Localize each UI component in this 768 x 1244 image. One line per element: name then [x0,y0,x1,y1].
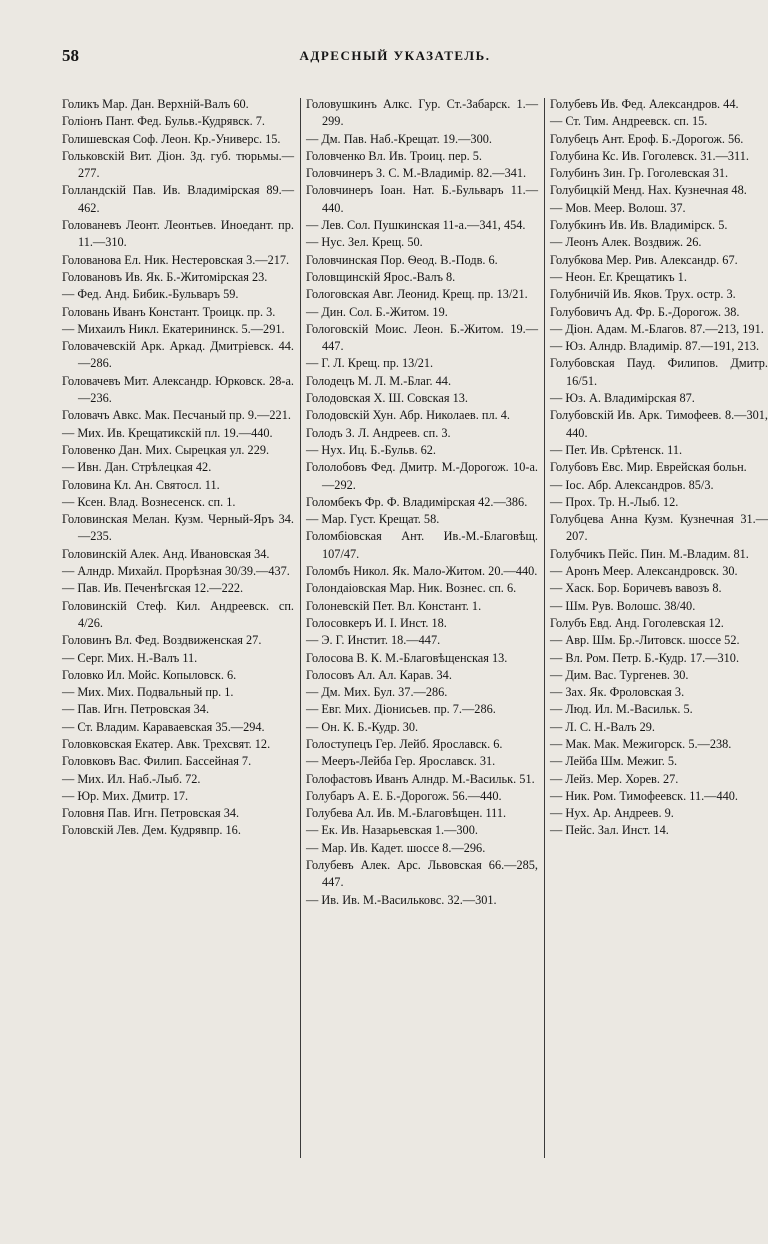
directory-entry: Головань Иванъ Констант. Троицк. пр. 3. [62,304,276,319]
directory-entry: Головщинскій Ярос.-Валъ 8. [306,269,456,284]
directory-entry: — Вл. Ром. Петр. Б.-Кудр. 17.—310. [550,650,740,665]
directory-entry: — Авр. Шм. Бр.-Литовск. шоссе 52. [550,633,740,648]
directory-entry: Головковъ Вас. Филип. Бассейная 7. [62,754,252,769]
directory-entry: Голубовскій Ив. Арк. Тимофеев. 8.—301, 440. [550,408,768,440]
directory-entry: — Евг. Мих. Діонисьев. пр. 7.—286. [306,702,496,717]
directory-entry: — Нух. Иц. Б.-Бульв. 62. [306,442,436,457]
directory-entry: Голубъ Евд. Анд. Гоголевская 12. [550,615,724,630]
directory-entry: Голикъ Мар. Дан. Верхній-Валъ 60. [62,97,249,111]
directory-entry: Голодовская Х. Ш. Совская 13. [306,391,468,406]
directory-entry: Голондаіовская Мар. Ник. Вознес. сп. 6. [306,581,517,596]
directory-entry: — Юз. Алндр. Владимір. 87.—191, 213. [550,339,760,354]
directory-entry: — Дим. Вас. Тургенев. 30. [550,667,689,682]
directory-entry: — Мак. Мак. Межигорск. 5.—238. [550,736,732,751]
running-title: АДРЕСНЫЙ УКАЗАТЕЛЬ. [299,48,491,63]
directory-entry: Голубовичъ Ад. Фр. Б.-Дорогож. 38. [550,304,740,319]
directory-entry: — Юр. Мих. Дмитр. 17. [62,788,189,803]
directory-entry: — Ек. Ив. Назарьевская 1.—300. [306,823,478,838]
directory-entry: Голубчикъ Пейс. Пин. М.-Владим. 81. [550,546,749,561]
directory-entry: Голодъ З. Л. Андреев. сп. 3. [306,425,451,440]
directory-entry: Гольковскій Вит. Діон. Зд. губ. тюрьмы.—277. [62,148,294,181]
directory-entry: — Пав. Игн. Петровская 34. [62,702,210,717]
directory-entry: — Ив. Ив. М.-Васильковс. 32.—301. [306,892,497,907]
directory-entry: Гололобовъ Фед. Дмитр. М.-Дорогож. 10-а.—292. [306,460,538,492]
directory-entry: — Дм. Пав. Наб.-Крещат. 19.—300. [306,131,492,146]
directory-entry: — Мих. Ил. Наб.-Лыб. 72. [62,771,201,786]
directory-entry: Голомбіовская Ант. Ив.-М.-Благовѣщ. 107/47. [306,529,538,561]
directory-entry: Головня Пав. Игн. Петровская 34. [62,806,240,821]
directory-entry: Головинскій Стеф. Кил. Андреевск. сп. 4/26. [62,598,294,630]
directory-entry: Головина Кл. Ан. Святосл. 11. [62,477,220,492]
column-divider [544,98,545,1158]
directory-entry: Голубина Кс. Ив. Гоголевск. 31.—311. [550,148,749,163]
directory-entry: Голосовкеръ И. І. Инст. 18. [306,615,447,630]
directory-entry: — Лейба Шм. Межиг. 5. [550,754,678,769]
directory-entry: Голубкова Мер. Рив. Александр. 67. [550,252,738,267]
directory-entry: Головинская Мелан. Кузм. Черный-Яръ 34.—235. [62,512,294,544]
column-1 [62,96,294,840]
directory-entry: Голубничій Ив. Яков. Трух. остр. 3. [550,287,736,302]
directory-entry: Голоневскій Пет. Вл. Констант. 1. [306,598,482,613]
directory-entry: — Прох. Тр. Н.-Лыб. 12. [550,494,679,509]
directory-entry: — Пейс. Зал. Инст. 14. [550,823,669,838]
directory-entry: Головановъ Ив. Як. Б.-Житомірская 23. [62,269,268,284]
directory-entry: Головачъ Авкс. Мак. Песчаный пр. 9.—221. [62,408,291,423]
directory-entry: Голишевская Соф. Леон. Кр.-Универс. 15. [62,131,281,146]
directory-entry: — Михаилъ Никл. Екатерининск. 5.—291. [62,321,285,336]
directory-entry: — Ксен. Влад. Вознесенск. сп. 1. [62,494,236,509]
directory-entry: Голубкинъ Ив. Ив. Владимірск. 5. [550,218,728,233]
directory-entry: — Зах. Як. Фроловская 3. [550,685,685,700]
directory-entry: — Алндр. Михайл. Прорѣзная 30/39.—437. [62,564,290,579]
directory-entry: Головачевъ Мит. Александр. Юрковск. 28-а.—236. [62,373,294,406]
directory-entry: Головченко Вл. Ив. Троиц. пер. 5. [306,148,482,163]
directory-entry: Голодецъ М. Л. М.-Благ. 44. [306,373,452,388]
directory-entry: — Лейз. Мер. Хорев. 27. [550,771,679,786]
directory-entry: Голубовская Пауд. Филипов. Дмитр. 16/51. [550,356,768,388]
directory-entry: Голубицкій Менд. Нах. Кузнечная 48. [550,183,747,198]
directory-entry: — Пет. Ив. Срѣтенск. 11. [550,442,683,457]
directory-entry: Головчинская Пор. Ѳеод. В.-Подв. 6. [306,252,498,267]
directory-entry: Головенко Дан. Мих. Сырецкая ул. 229. [62,442,270,457]
directory-entry: Голофастовъ Иванъ Алндр. М.-Васильк. 51. [306,771,535,786]
directory-entry: Голодовскій Хун. Абр. Николаев. пл. 4. [306,408,510,423]
directory-entry: Голованова Ел. Ник. Нестеровская 3.—217. [62,252,290,267]
directory-entry: — Люд. Ил. М.-Васильк. 5. [550,702,693,717]
column-3 [550,96,768,840]
column-divider [300,98,301,1158]
directory-entry: Голосовъ Ал. Ал. Карав. 34. [306,667,452,682]
directory-entry: — Мар. Ив. Кадет. шоссе 8.—296. [306,840,486,855]
directory-entry: Голоступецъ Гер. Лейб. Ярославск. 6. [306,736,503,751]
directory-entry: — Л. С. Н.-Валъ 29. [550,719,655,734]
directory-entry: Головко Ил. Мойс. Копыловск. 6. [62,667,237,682]
directory-entry: — Мар. Густ. Крещат. 58. [306,512,440,527]
directory-entry: — Нух. Ар. Андреев. 9. [550,806,674,821]
directory-entry: Голландскій Пав. Ив. Владимірская 89.—462. [62,183,294,215]
directory-entry: — Он. К. Б.-Кудр. 30. [306,719,419,734]
directory-entry: — Леонъ Алек. Воздвиж. 26. [550,235,702,250]
directory-entry: Голубевъ Алек. Арс. Львовская 66.—285, 447. [306,858,538,890]
directory-entry: — Дм. Мих. Бул. 37.—286. [306,685,448,700]
directory-entry: Головскій Лев. Дем. Кудрявпр. 16. [62,823,241,838]
directory-entry: Голубцева Анна Кузм. Кузнечная 31.—207. [550,512,768,544]
directory-entry: Голубевъ Ив. Фед. Александров. 44. [550,97,739,111]
directory-entry: — Юз. А. Владимірская 87. [550,391,695,406]
directory-entry: Голубецъ Ант. Ероф. Б.-Дорогож. 56. [550,131,744,146]
directory-entry: — Шм. Рув. Волошс. 38/40. [550,598,696,613]
directory-entry: — Пав. Ив. Печенѣгская 12.—222. [62,581,244,596]
directory-entry: — Лев. Сол. Пушкинская 11-а.—341, 454. [306,218,526,233]
directory-entry: — Хаск. Бор. Боричевъ вавозъ 8. [550,581,722,596]
directory-entry: — Ник. Ром. Тимофеевск. 11.—440. [550,788,738,803]
directory-entry: Головинъ Вл. Фед. Воздвиженская 27. [62,633,262,648]
directory-entry: Головачевскій Арк. Аркад. Дмитріевск. 44.—286. [62,339,294,371]
page-header [62,46,728,70]
page-number: 58 [62,46,79,65]
directory-entry: Голосова В. К. М.-Благовѣщенская 13. [306,650,508,665]
directory-entry: Головчинеръ Іоан. Нат. Б.-Бульваръ 11.—440. [306,183,538,215]
directory-entry: Гологовская Авг. Леонид. Крещ. пр. 13/21. [306,287,528,302]
directory-entry: — Дин. Сол. Б.-Житом. 19. [306,304,448,319]
directory-entry: — Нус. Зел. Крещ. 50. [306,235,423,250]
directory-entry: Головчинеръ З. С. М.-Владимір. 82.—341. [306,166,527,181]
directory-entry: — Мов. Меер. Волош. 37. [550,200,686,215]
directory-entry: Голубева Ал. Ив. М.-Благовѣщен. 111. [306,806,507,821]
directory-entry: — Мееръ-Лейба Гер. Ярославск. 31. [306,754,496,769]
directory-entry: — Э. Г. Инстит. 18.—447. [306,633,441,648]
directory-entry: — Неон. Ег. Крещатикъ 1. [550,269,687,284]
directory-entry: — Ст. Тим. Андреевск. сп. 15. [550,114,708,129]
directory-entry: Голомбъ Никол. Як. Мало-Житом. 20.—440. [306,564,538,579]
directory-entry: Голубинъ Зин. Гр. Гоголевская 31. [550,166,729,181]
directory-entry: — Іос. Абр. Александров. 85/3. [550,477,714,492]
directory-entry: — Мих. Ив. Крещатикскій пл. 19.—440. [62,425,273,440]
directory-entry: — Серг. Мих. Н.-Валъ 11. [62,650,198,665]
directory-entry: Голомбекъ Фр. Ф. Владимірская 42.—386. [306,494,528,509]
directory-entry: Головковская Екатер. Авк. Трехсвят. 12. [62,736,271,751]
directory-entry: Голубаръ А. Е. Б.-Дорогож. 56.—440. [306,788,502,803]
directory-entry: — Аронъ Меер. Александровск. 30. [550,564,738,579]
directory-entry: — Діон. Адам. М.-Благов. 87.—213, 191. [550,321,764,336]
directory-entry: Головинскій Алек. Анд. Ивановская 34. [62,546,270,561]
directory-entry: — Фед. Анд. Бибик.-Бульваръ 59. [62,287,239,302]
directory-entry: Голіонъ Пант. Фед. Бульв.-Кудрявск. 7. [62,114,265,129]
directory-entry: Головушкинъ Алкс. Гур. Ст.-Забарск. 1.—299. [306,97,538,129]
directory-entry: — Ивн. Дан. Стрѣлецкая 42. [62,460,212,475]
directory-entry: Гологовскій Моис. Леон. Б.-Житом. 19.—447. [306,321,538,354]
directory-entry: Голубовъ Евс. Мир. Еврейская больн. [550,460,747,475]
directory-entry: — Ст. Владим. Караваевская 35.—294. [62,719,265,734]
column-2 [306,96,538,909]
directory-entry: Голованевъ Леонт. Леонтьев. Иноедант. пр. 11.—310. [62,218,294,250]
directory-entry: — Г. Л. Крещ. пр. 13/21. [306,356,434,371]
directory-entry: — Мих. Мих. Подвальный пр. 1. [62,685,234,700]
